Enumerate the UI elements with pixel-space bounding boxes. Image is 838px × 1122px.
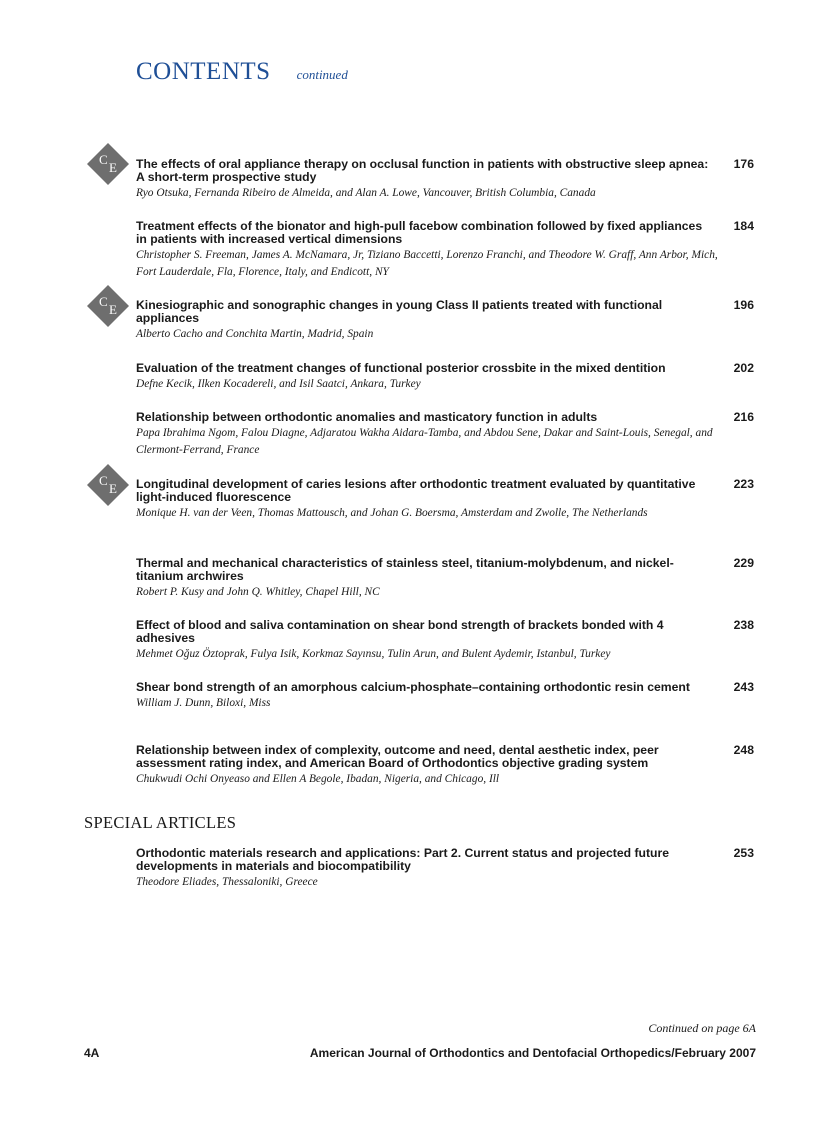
article-title[interactable]: Orthodontic materials research and applications: Part 2. Current status and projected future developments in materials and biocompatibility [136,846,669,874]
page-number: 229 [733,556,754,570]
contents-heading [136,58,348,86]
article-title[interactable]: Relationship between orthodontic anomalies and masticatory function in adults [136,410,598,424]
page-number: 176 [733,157,754,171]
page-label: 4A [84,1046,100,1060]
page-number: 243 [733,680,754,694]
toc-entry[interactable] [136,158,756,202]
article-title[interactable]: Relationship between index of complexity, outcome and need, dental aesthetic index, peer assessment rating index, and American Board of Orthodontics objective grading system [136,743,659,771]
ce-letter-e: E [109,481,117,496]
toc-entry[interactable] [136,619,756,663]
toc-entry[interactable] [136,478,756,522]
article-title[interactable]: Shear bond strength of an amorphous calcium-phosphate–containing orthodontic resin cement [136,680,690,694]
toc-entry[interactable] [136,411,756,458]
page-number: 216 [733,410,754,424]
article-authors: Defne Kecik, Ilken Kocadereli, and Isil Saatci, Ankara, Turkey [136,378,421,391]
toc-entry[interactable] [136,557,756,601]
ce-badge-icon [86,284,130,328]
article-title[interactable]: Longitudinal development of caries lesions after orthodontic treatment evaluated by quantitative light-induced fluorescence [136,477,696,505]
article-authors: Mehmet Oğuz Öztoprak, Fulya Isik, Korkmaz Sayınsu, Tulin Arun, and Bulent Aydemir, Istanbul, Turkey [136,648,611,661]
article-authors: Alberto Cacho and Conchita Martin, Madrid, Spain [136,328,374,341]
page-number: 184 [733,219,754,233]
article-authors: Theodore Eliades, Thessaloniki, Greece [136,876,318,889]
article-authors: Chukwudi Ochi Onyeaso and Ellen A Begole, Ibadan, Nigeria, and Chicago, Ill [136,773,500,786]
page-number: 248 [733,743,754,757]
toc-entry[interactable] [136,220,756,280]
article-title[interactable]: The effects of oral appliance therapy on occlusal function in patients with obstructive sleep apnea: A short-term prospective study [136,157,709,185]
article-authors: Robert P. Kusy and John Q. Whitley, Chapel Hill, NC [136,586,380,599]
ce-letter-c: C [99,473,108,488]
page-number: 238 [733,618,754,632]
toc-entry[interactable] [136,744,756,788]
toc-entry[interactable] [136,681,756,712]
special-articles-heading: SPECIAL ARTICLES [84,813,237,832]
ce-badge-icon [86,142,130,186]
article-title[interactable]: Thermal and mechanical characteristics of stainless steel, titanium-molybdenum, and nickel-titanium archwires [136,556,674,584]
toc-entry[interactable] [136,847,756,891]
ce-badge-icon [86,463,130,507]
article-authors: Papa Ibrahima Ngom, Falou Diagne, Adjaratou Wakha Aidara-Tamba, and Abdou Sene, Dakar and Saint-Louis, Senegal, and Clermont-Ferrand, France [136,427,713,456]
article-title[interactable]: Kinesiographic and sonographic changes in young Class II patients treated with functional appliances [136,298,663,326]
article-authors: William J. Dunn, Biloxi, Miss [136,697,271,710]
journal-footer: American Journal of Orthodontics and Dentofacial Orthopedics/February 2007 [309,1046,756,1060]
ce-letter-c: C [99,152,108,167]
page-number: 196 [733,298,754,312]
toc-entry[interactable] [136,299,756,343]
article-title[interactable]: Effect of blood and saliva contamination on shear bond strength of brackets bonded with 4 adhesives [136,618,664,646]
ce-letter-e: E [109,302,117,317]
page-number: 202 [733,361,754,375]
page-title: CONTENTS [136,58,271,85]
page-number: 253 [733,846,754,860]
ce-letter-c: C [99,294,108,309]
ce-letter-e: E [109,160,117,175]
article-authors: Christopher S. Freeman, James A. McNamara, Jr, Tiziano Baccetti, Lorenzo Franchi, and Theodore W. Graff, Ann Arbor, Mich, Fort Lauderdale, Fla, Florence, Italy, and Endicott, NY [136,249,718,278]
toc-entry[interactable] [136,362,756,393]
page-subtitle: continued [296,67,348,82]
article-title[interactable]: Treatment effects of the bionator and high-pull facebow combination followed by fixed appliances in patients with increased vertical dimensions [136,219,703,247]
page-number: 223 [733,477,754,491]
article-authors: Monique H. van der Veen, Thomas Mattousch, and Johan G. Boersma, Amsterdam and Zwolle, The Netherlands [136,507,648,520]
article-authors: Ryo Otsuka, Fernanda Ribeiro de Almeida, and Alan A. Lowe, Vancouver, British Columbia, Canada [136,187,596,200]
continued-note: Continued on page 6A [648,1021,756,1035]
article-title[interactable]: Evaluation of the treatment changes of functional posterior crossbite in the mixed dentition [136,361,666,375]
